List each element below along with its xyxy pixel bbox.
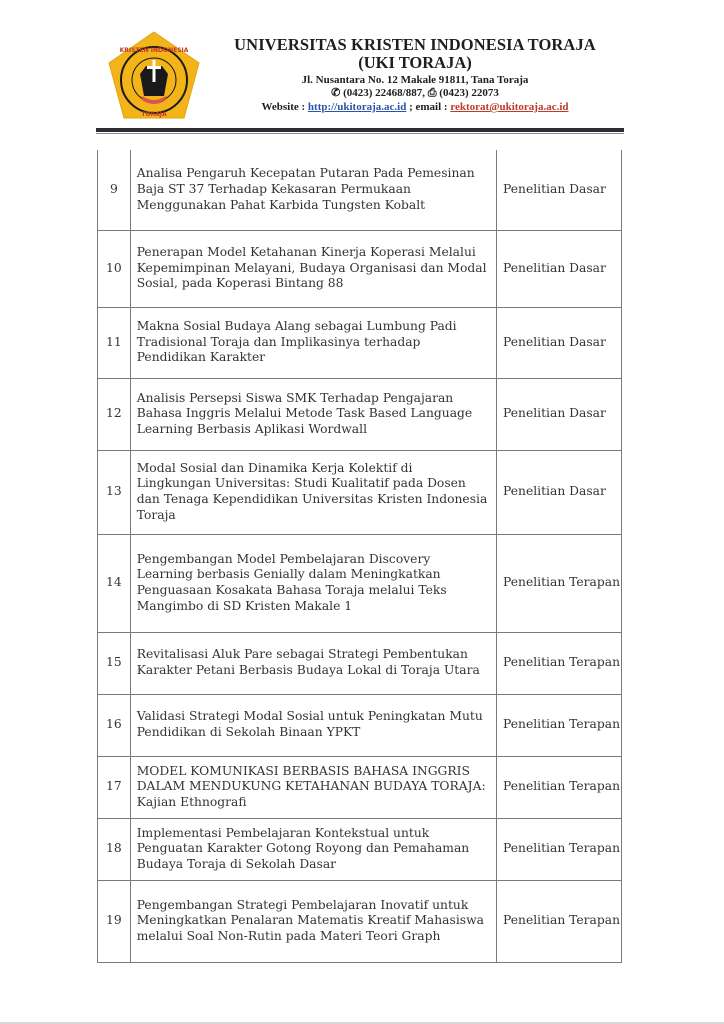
research-title: Validasi Strategi Modal Sosial untuk Peningkatan Mutu Pendidikan di Sekolah Binaan YPKT: [130, 694, 496, 756]
table-row: [98, 534, 622, 632]
address: Jl. Nusantara No. 12 Makale 91811, Tana Toraja: [301, 74, 529, 86]
research-title: MODEL KOMUNIKASI BERBASIS BAHASA INGGRIS DALAM MENDUKUNG KETAHANAN BUDAYA TORAJA: Kajian Ethnografi: [130, 756, 496, 818]
row-number: 9: [98, 150, 131, 230]
research-title: Pengembangan Strategi Pembelajaran Inovatif untuk Meningkatkan Penalaran Matematis Kreatif Mahasiswa melalui Soal Non-Rutin pada Materi Teori Graph: [130, 880, 496, 962]
university-name: UNIVERSITAS KRISTEN INDONESIA TORAJA: [234, 35, 596, 54]
research-type: Penelitian Terapan: [497, 534, 622, 632]
web-line: [212, 100, 618, 114]
table-row: [98, 230, 622, 307]
research-type: Penelitian Terapan: [497, 632, 622, 694]
telephone-icon: ✆: [331, 87, 341, 99]
fax-icon: ⎙: [427, 87, 437, 99]
email-label: email :: [415, 101, 448, 113]
logo-cross-horizontal: [147, 66, 161, 69]
row-number: 12: [98, 378, 131, 450]
row-number: 11: [98, 307, 131, 378]
row-number: 10: [98, 230, 131, 307]
research-title: Analisa Pengaruh Kecepatan Putaran Pada Pemesinan Baja ST 37 Terhadap Kekasaran Permukaan Menggunakan Pahat Karbida Tungsten Kobalt: [130, 150, 496, 230]
logo-ring-text-bottom: TORAJA: [141, 111, 167, 118]
research-type: Penelitian Dasar: [497, 450, 622, 534]
header-divider-thick: [96, 128, 624, 132]
contact-line: [212, 87, 618, 100]
letterhead-text: [212, 36, 618, 114]
row-number: 19: [98, 880, 131, 962]
research-table-body: [98, 150, 622, 962]
table-row: [98, 378, 622, 450]
table-row: [98, 450, 622, 534]
email-link[interactable]: rektorat@ukitoraja.ac.id: [450, 101, 569, 113]
row-number: 16: [98, 694, 131, 756]
row-number: 14: [98, 534, 131, 632]
research-title: Revitalisasi Aluk Pare sebagai Strategi Pembentukan Karakter Petani Berbasis Budaya Lokal di Toraja Utara: [130, 632, 496, 694]
row-number: 13: [98, 450, 131, 534]
research-type: Penelitian Terapan: [497, 818, 622, 880]
row-number: 15: [98, 632, 131, 694]
research-type: Penelitian Dasar: [497, 150, 622, 230]
table-row: [98, 880, 622, 962]
research-table: [97, 150, 622, 963]
letterhead: [0, 0, 724, 140]
research-type: Penelitian Dasar: [497, 307, 622, 378]
logo-ring-text-top: KRISTEN INDONESIA: [119, 47, 189, 54]
logo-cross-vertical: [153, 60, 156, 82]
website-label: Website :: [261, 101, 306, 113]
university-abbreviation: (UKI TORAJA): [358, 53, 472, 72]
website-link[interactable]: http://ukitoraja.ac.id: [307, 101, 407, 113]
research-title: Makna Sosial Budaya Alang sebagai Lumbung Padi Tradisional Toraja dan Implikasinya terhadap Pendidikan Karakter: [130, 307, 496, 378]
table-row: [98, 150, 622, 230]
phone-number: (0423) 22468/887,: [343, 87, 425, 99]
fax-number: (0423) 22073: [439, 87, 499, 99]
research-type: Penelitian Dasar: [497, 230, 622, 307]
table-row: [98, 818, 622, 880]
research-type: Penelitian Terapan: [497, 694, 622, 756]
research-type: Penelitian Terapan: [497, 880, 622, 962]
row-number: 18: [98, 818, 131, 880]
research-title: Implementasi Pembelajaran Kontekstual untuk Penguatan Karakter Gotong Royong dan Pemahaman Budaya Toraja di Sekolah Dasar: [130, 818, 496, 880]
table-row: [98, 632, 622, 694]
research-title: Pengembangan Model Pembelajaran Discovery Learning berbasis Genially dalam Meningkatkan Penguasaan Kosakata Bahasa Toraja melalui Teks Mangimbo di SD Kristen Makale 1: [130, 534, 496, 632]
header-divider-thin: [96, 133, 624, 134]
table-row: [98, 756, 622, 818]
research-title: Analisis Persepsi Siswa SMK Terhadap Pengajaran Bahasa Inggris Melalui Metode Task Based Language Learning Berbasis Aplikasi Wordwall: [130, 378, 496, 450]
separator: ;: [409, 101, 413, 113]
row-number: 17: [98, 756, 131, 818]
research-type: Penelitian Terapan: [497, 756, 622, 818]
university-seal-logo: [106, 30, 202, 122]
table-row: [98, 307, 622, 378]
table-row: [98, 694, 622, 756]
research-title: Modal Sosial dan Dinamika Kerja Kolektif di Lingkungan Universitas: Studi Kualitatif pada Dosen dan Tenaga Kependidikan Universitas Kristen Indonesia Toraja: [130, 450, 496, 534]
research-type: Penelitian Dasar: [497, 378, 622, 450]
research-title: Penerapan Model Ketahanan Kinerja Koperasi Melalui Kepemimpinan Melayani, Budaya Organisasi dan Modal Sosial, pada Koperasi Bintang 88: [130, 230, 496, 307]
